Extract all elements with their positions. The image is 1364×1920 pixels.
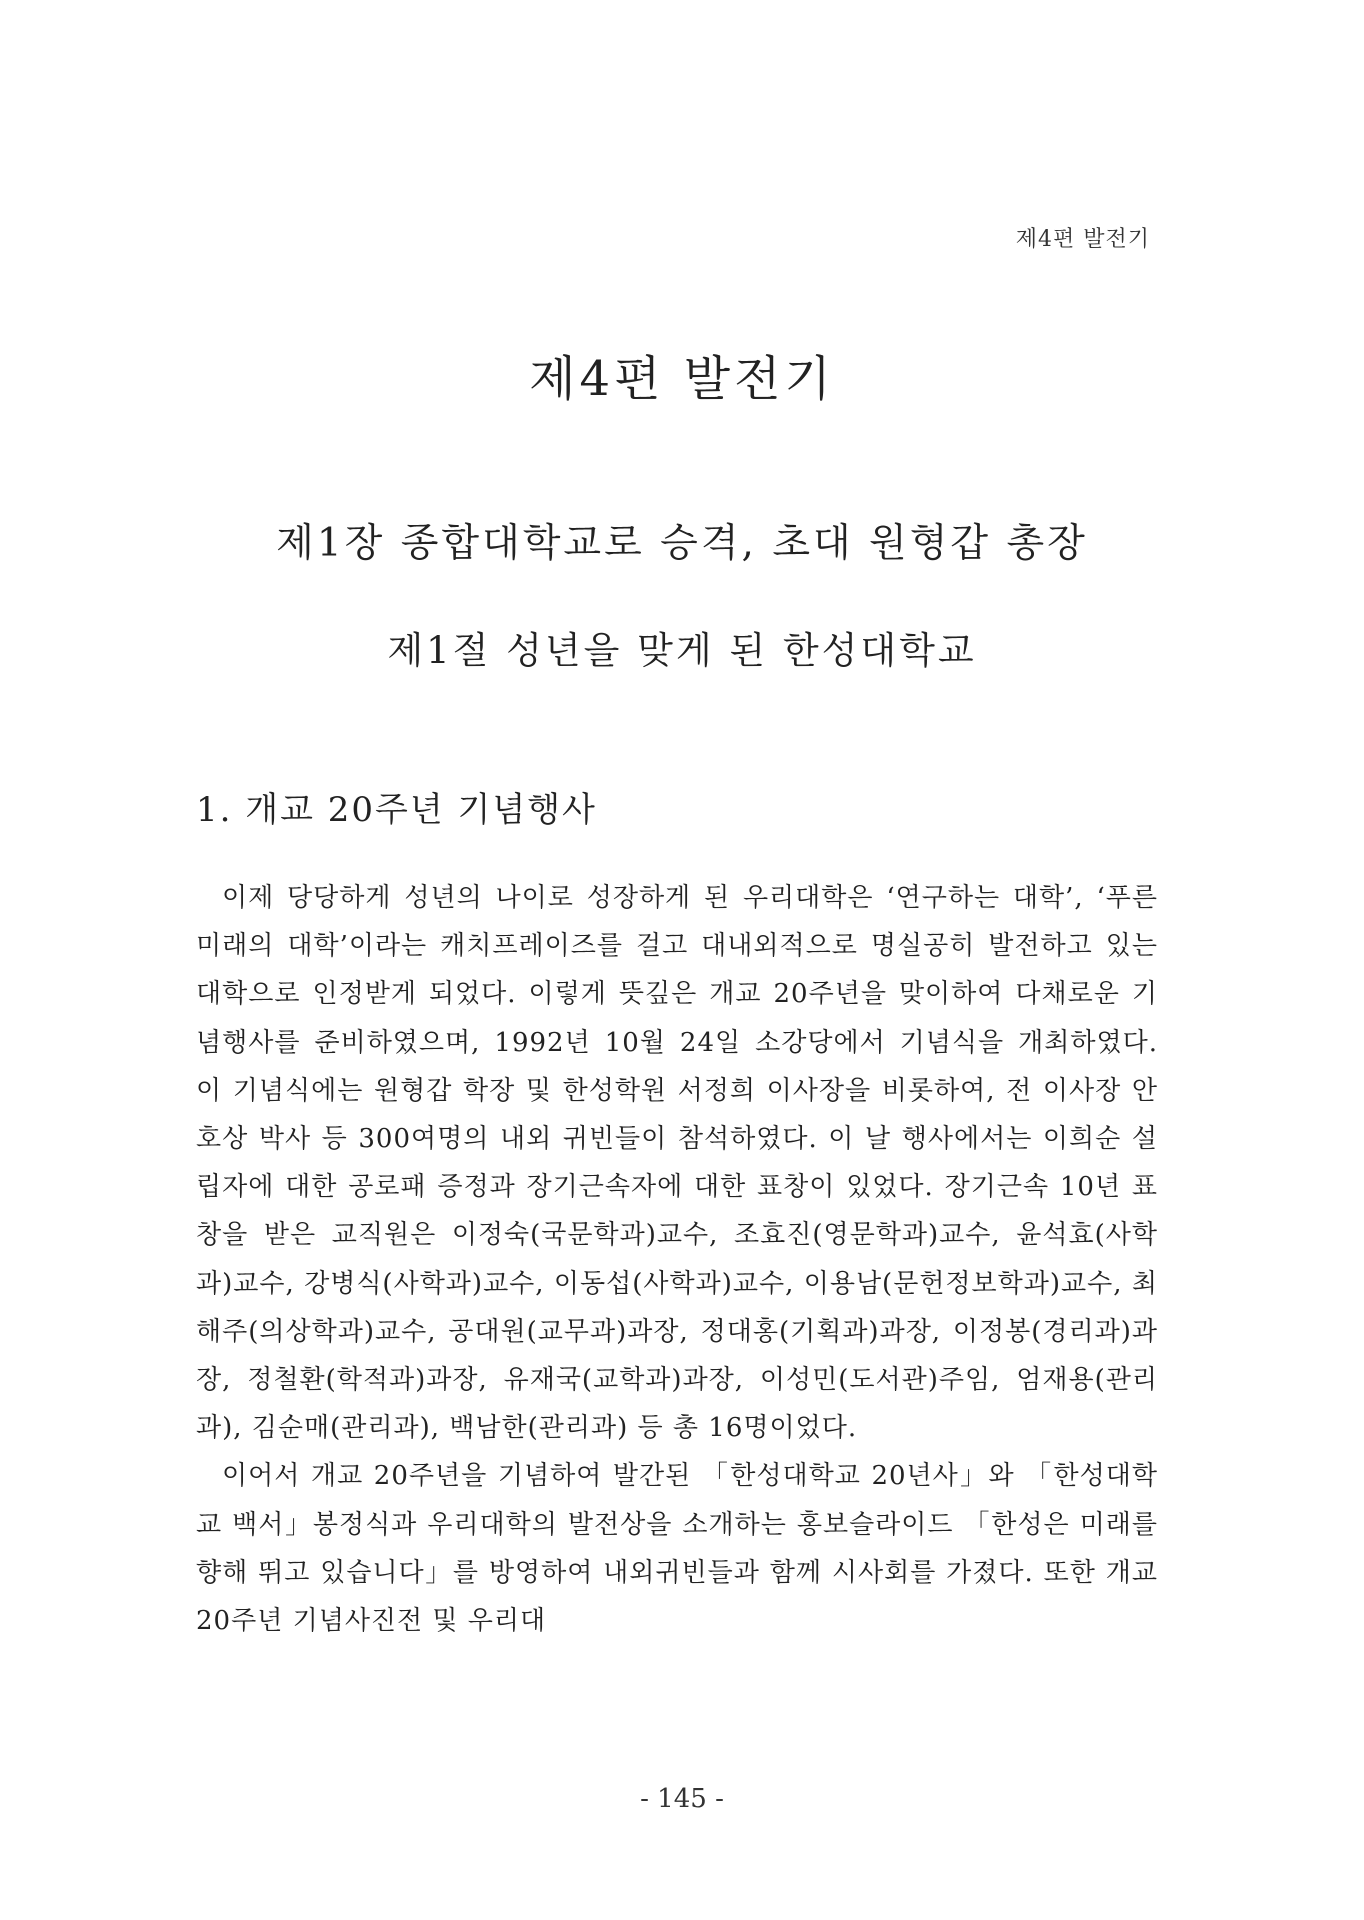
chapter-title: 제1장 종합대학교로 승격, 초대 원형갑 총장	[276, 521, 1088, 566]
page-number: - 145 -	[640, 1784, 724, 1814]
running-header: 제4편 발전기	[1015, 227, 1150, 252]
body-text	[196, 874, 1158, 1645]
part-title: 제4편 발전기	[529, 351, 835, 407]
paragraph: 이제 당당하게 성년의 나이로 성장하게 된 우리대학은 ‘연구하는 대학’, ‘푸른 미래의 대학’이라는 캐치프레이즈를 걸고 대내외적으로 명실공히 발전하고 있는 대학으로 인정받게 되었다. 이렇게 뜻깊은 개교 20주년을 맞이하여 다채로운 기념행사를 준비하였으며, 1992년 10월 24일 소강당에서 기념식을 개최하였다. 이 기념식에는 원형갑 학장 및 한성학원 서정희 이사장을 비롯하여, 전 이사장 안호상 박사 등 300여명의 내외 귀빈들이 참석하였다. 이 날 행사에서는 이희순 설립자에 대한 공로패 증정과 장기근속자에 대한 표창이 있었다. 장기근속 10년 표창을 받은 교직원은 이정숙(국문학과)교수, 조효진(영문학과)교수, 윤석효(사학과)교수, 강병식(사학과)교수, 이동섭(사학과)교수, 이용남(문헌정보학과)교수, 최해주(의상학과)교수, 공대원(교무과)과장, 정대홍(기획과)과장, 이정봉(경리과)과장, 정철환(학적과)과장, 유재국(교학과)과장, 이성민(도서관)주임, 엄재용(관리과), 김순매(관리과), 백남한(관리과) 등 총 16명이었다.	[196, 883, 1158, 1444]
subsection-title: 1. 개교 20주년 기념행사	[196, 790, 597, 830]
paragraph: 이어서 개교 20주년을 기념하여 발간된 「한성대학교 20년사」와 「한성대학교 백서」봉정식과 우리대학의 발전상을 소개하는 홍보슬라이드 「한성은 미래를 향해 뛰고 있습니다」를 방영하여 내외귀빈들과 함께 시사회를 가졌다. 또한 개교 20주년 기념사진전 및 우리대	[196, 1461, 1158, 1637]
section-title: 제1절 성년을 맞게 된 한성대학교	[387, 629, 977, 672]
